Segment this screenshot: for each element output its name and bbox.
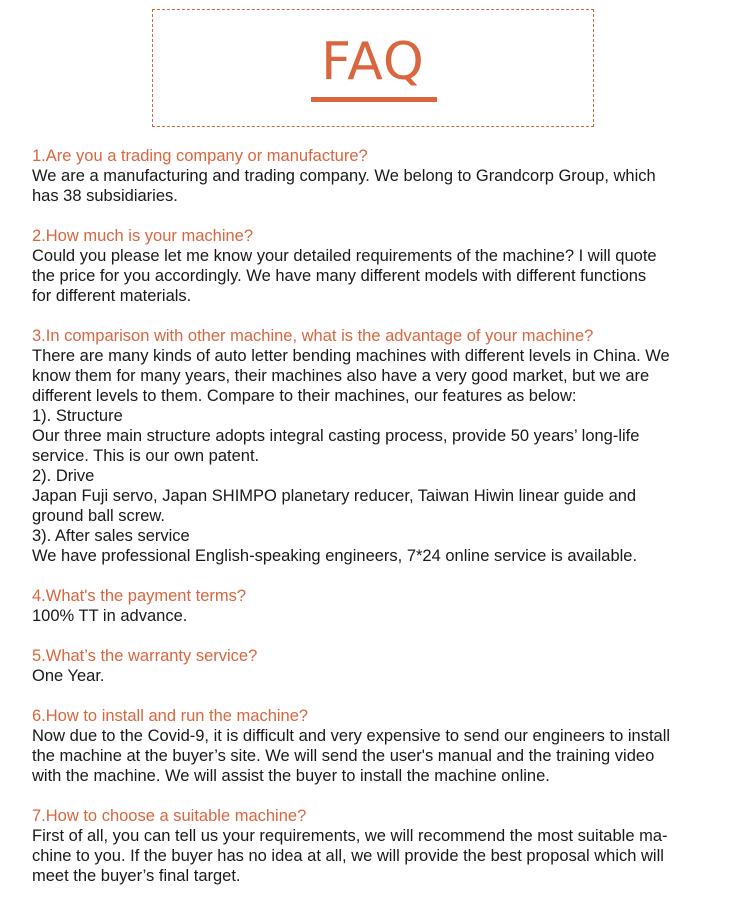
faq-answer-line: 100% TT in advance. <box>32 607 188 625</box>
faq-answer-line: with the machine. We will assist the buyer to install the machine online. <box>32 767 550 785</box>
faq-answer <box>32 346 744 566</box>
faq-answer-line: the machine at the buyer’s site. We will send the user's manual and the training video <box>32 747 655 765</box>
faq-answer <box>32 666 744 686</box>
faq-answer-line: We are a manufacturing and trading company. We belong to Grandcorp Group, which <box>32 167 656 185</box>
faq-item <box>32 146 744 206</box>
faq-answer-line: 1). Structure <box>32 407 123 425</box>
faq-answer-line: There are many kinds of auto letter bending machines with different levels in China. We <box>32 347 670 365</box>
faq-answer <box>32 606 744 626</box>
faq-header-box <box>152 9 594 127</box>
faq-answer-line: Now due to the Covid-9, it is difficult and very expensive to send our engineers to install <box>32 727 671 745</box>
faq-item <box>32 646 744 686</box>
faq-answer-line: 3). After sales service <box>32 527 190 545</box>
faq-answer <box>32 166 744 206</box>
faq-answer-line: Could you please let me know your detailed requirements of the machine? I will quote <box>32 247 657 265</box>
faq-answer <box>32 826 744 886</box>
faq-question: 5.What’s the warranty service? <box>32 647 258 665</box>
faq-question: 4.What's the payment terms? <box>32 587 247 605</box>
faq-answer <box>32 246 744 306</box>
faq-answer-line: know them for many years, their machines also have a very good market, but we are <box>32 367 650 385</box>
faq-answer-line: service. This is our own patent. <box>32 447 260 465</box>
faq-item <box>32 706 744 786</box>
faq-answer-line: chine to you. If the buyer has no idea at all, we will provide the best proposal which will <box>32 847 664 865</box>
title-underline <box>311 97 437 102</box>
faq-answer-line: Japan Fuji servo, Japan SHIMPO planetary reducer, Taiwan Hiwin linear guide and <box>32 487 637 505</box>
faq-question: 2.How much is your machine? <box>32 227 254 245</box>
faq-answer-line: for different materials. <box>32 287 192 305</box>
faq-question: 7.How to choose a suitable machine? <box>32 807 307 825</box>
faq-question: 6.How to install and run the machine? <box>32 707 309 725</box>
faq-question: 3.In comparison with other machine, what is the advantage of your machine? <box>32 327 594 345</box>
faq-answer-line: 2). Drive <box>32 467 95 485</box>
faq-answer-line: We have professional English-speaking engineers, 7*24 online service is available. <box>32 547 638 565</box>
faq-answer-line: different levels to them. Compare to their machines, our features as below: <box>32 387 577 405</box>
faq-answer-line: First of all, you can tell us your requirements, we will recommend the most suitable ma- <box>32 827 668 845</box>
faq-list <box>32 146 744 906</box>
faq-answer-line: meet the buyer’s final target. <box>32 867 241 885</box>
page-title: FAQ <box>321 32 425 92</box>
faq-answer-line: has 38 subsidiaries. <box>32 187 178 205</box>
faq-question: 1.Are you a trading company or manufacture? <box>32 147 368 165</box>
faq-answer-line: Our three main structure adopts integral casting process, provide 50 years’ long-life <box>32 427 640 445</box>
faq-answer-line: ground ball screw. <box>32 507 165 525</box>
faq-item <box>32 326 744 566</box>
faq-item <box>32 586 744 626</box>
faq-item <box>32 806 744 886</box>
faq-answer <box>32 726 744 786</box>
faq-answer-line: the price for you accordingly. We have many different models with different functions <box>32 267 647 285</box>
faq-item <box>32 226 744 306</box>
faq-answer-line: One Year. <box>32 667 105 685</box>
